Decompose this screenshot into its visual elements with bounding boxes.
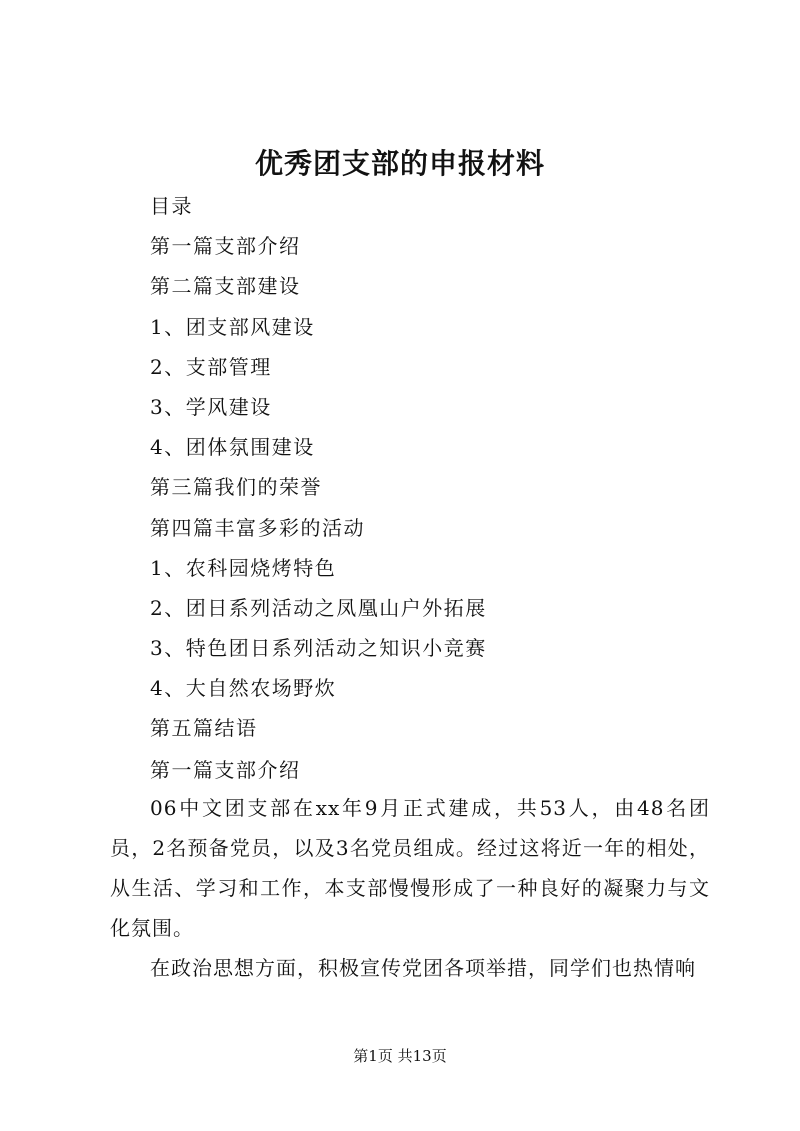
section-heading: 第一篇支部介绍 [150,758,301,782]
body-text [110,788,710,988]
page-footer: 第1页 共13页 [353,1047,447,1065]
document-title: 优秀团支部的申报材料 [254,147,545,180]
paragraph: 在政治思想方面，积极宣传党团各项举措，同学们也热情响 [150,956,696,980]
toc-item: 2、团日系列活动之凤凰山户外拓展 [150,595,487,620]
paragraph: 06中文团支部在xx年9月正式建成，共53人，由48名团员，2名预备党员，以及3名党员组成。经过这将近一年的相处，从生活、学习和工作，本支部慢慢形成了一种良好的凝聚力与文化氛围。 [110,796,710,940]
toc-item: 目录 [150,194,193,218]
toc-item: 1、农科园烧烤特色 [150,555,337,580]
toc-item: 3、学风建设 [150,394,272,419]
toc-item: 2、支部管理 [150,354,272,379]
table-of-contents [150,186,710,749]
toc-item: 第一篇支部介绍 [150,234,301,259]
toc-item: 4、大自然农场野炊 [150,676,337,701]
toc-item: 第四篇丰富多彩的活动 [150,515,365,540]
toc-item: 第五篇结语 [150,716,258,741]
toc-item: 第二篇支部建设 [150,274,301,299]
toc-item: 3、特色团日系列活动之知识小竞赛 [150,636,487,661]
toc-item: 第三篇我们的荣誉 [150,475,322,500]
toc-item: 1、团支部风建设 [150,314,315,339]
toc-item: 4、团体氛围建设 [150,435,315,460]
